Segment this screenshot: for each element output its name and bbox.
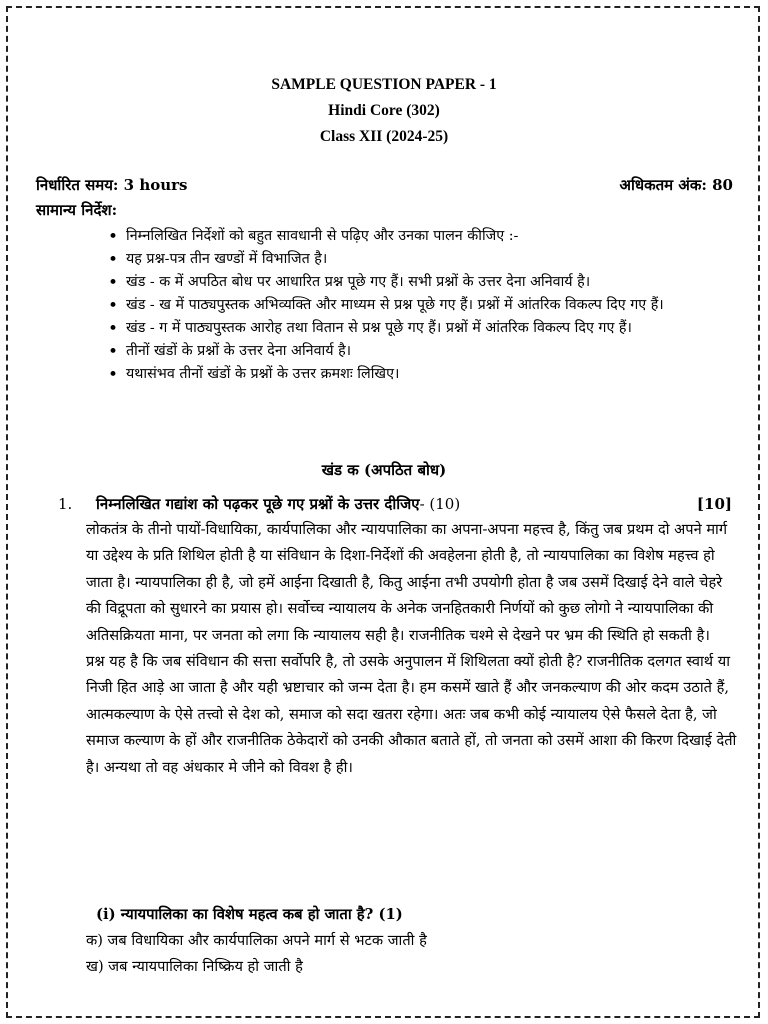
option-item: क) जब विधायिका और कार्यपालिका अपने मार्ग से भटक जाती है: [86, 932, 427, 949]
instruction-item: • खंड - ग में पाठ्यपुस्तक आरोह तथा वितान से प्रश्न पूछे गए हैं। प्रश्नों में आंतरिक विकल्प दिए गए हैं।: [106, 317, 736, 340]
question-number: 1.: [58, 495, 73, 513]
meta-row: [36, 174, 733, 196]
max-marks: अधिकतम अंक: 80: [619, 176, 733, 194]
instruction-item: • यथासंभव तीनों खंडों के प्रश्नों के उत्तर क्रमशः लिखिए।: [106, 363, 736, 386]
question-title-marks: - (10): [419, 495, 461, 513]
general-instructions-title: सामान्य निर्देश:: [36, 201, 118, 219]
subquestion: (i) न्यायपालिका का विशेष महत्व कब हो जाता है? (1): [96, 906, 403, 923]
question-marks: [10]: [696, 495, 732, 513]
time-allowed: निर्धारित समय: 3 hours: [36, 176, 188, 194]
paper-header: [0, 72, 768, 150]
instruction-item: • निम्नलिखित निर्देशों को बहुत सावधानी से पढ़िए और उनका पालन कीजिए :-: [106, 225, 736, 248]
question-title: [96, 492, 460, 516]
question-title-text: निम्नलिखित गद्यांश को पढ़कर पूछे गए प्रश्नों के उत्तर दीजिए: [96, 495, 420, 513]
instructions-list: [106, 225, 736, 386]
instruction-item: • तीनों खंडों के प्रश्नों के उत्तर देना अनिवार्य है।: [106, 340, 736, 363]
passage-paragraph: प्रश्न यह है कि जब संविधान की सत्ता सर्वोपरि है, तो उसके अनुपालन में शिथिलता क्यों होती है? राजनीतिक दलगत स्वार्थ या निजी हित आड़े आ जाता है और यही भ्रष्टाचार को जन्म देता है। हम कसमें खाते हैं और जनकल्याण की ओर कदम उठाते हैं, आत्मकल्याण के ऐसे तत्त्वो से देश को, समाज को सदा खतरा रहेगा। अतः जब कभी कोई न्यायालय ऐसे फैसले देता है, जो समाज कल्याण के हों और राजनीतिक ठेकेदारों को उनकी औकात बताते हों, तो जनता को उसमें आशा की किरण दिखाई देती है। अन्यथा तो वह अंधकार मे जीने को विवश है ही।: [86, 653, 737, 776]
paper-subject: Hindi Core (302): [328, 102, 440, 119]
section-a-title: खंड क (अपठित बोध): [321, 461, 447, 479]
passage: [86, 517, 738, 781]
instruction-item: • यह प्रश्न-पत्र तीन खण्डों में विभाजित है।: [106, 248, 736, 271]
option-item: ख) जब न्यायपालिका निष्क्रिय हो जाती है: [86, 958, 303, 975]
passage-paragraph: लोकतंत्र के तीनो पायों-विधायिका, कार्यपालिका और न्यायपालिका का अपना-अपना महत्त्व है, किंतु जब प्रथम दो अपने मार्ग या उद्देश्य के प्रति शिथिल होती है या संविधान के दिशा-निर्देशों की अवहेलना होती है, तो न्यायपालिका का विशेष महत्त्व हो जाता है। न्यायपालिका ही है, जो हमें आईना दिखाती है, कितु आईना तभी उपयोगी होता है जब उसमें दिखाई देने वाले चेहरे की विद्रूपता को सुधारने का प्रयास हो। सर्वोच्च न्यायालय के अनेक जनहितकारी निर्णयों को कुछ लोगो ने न्यायपालिका की अतिसक्रियता माना, पर जनता को लगा कि न्यायालय सही है। राजनीतिक चश्मे से देखने पर भ्रम की स्थिति हो सकती है।: [86, 521, 728, 644]
instruction-item: • खंड - ख में पाठ्यपुस्तक अभिव्यक्ति और माध्यम से प्रश्न पूछे गए हैं। प्रश्नों में आंतरिक विकल्प दिए गए हैं।: [106, 294, 736, 317]
paper-class: Class XII (2024-25): [319, 128, 449, 145]
paper-title: SAMPLE QUESTION PAPER - 1: [271, 76, 497, 93]
instruction-item: • खंड - क में अपठित बोध पर आधारित प्रश्न पूछे गए हैं। सभी प्रश्नों के उत्तर देना अनिवार्य है।: [106, 271, 736, 294]
options-list: [86, 928, 427, 980]
